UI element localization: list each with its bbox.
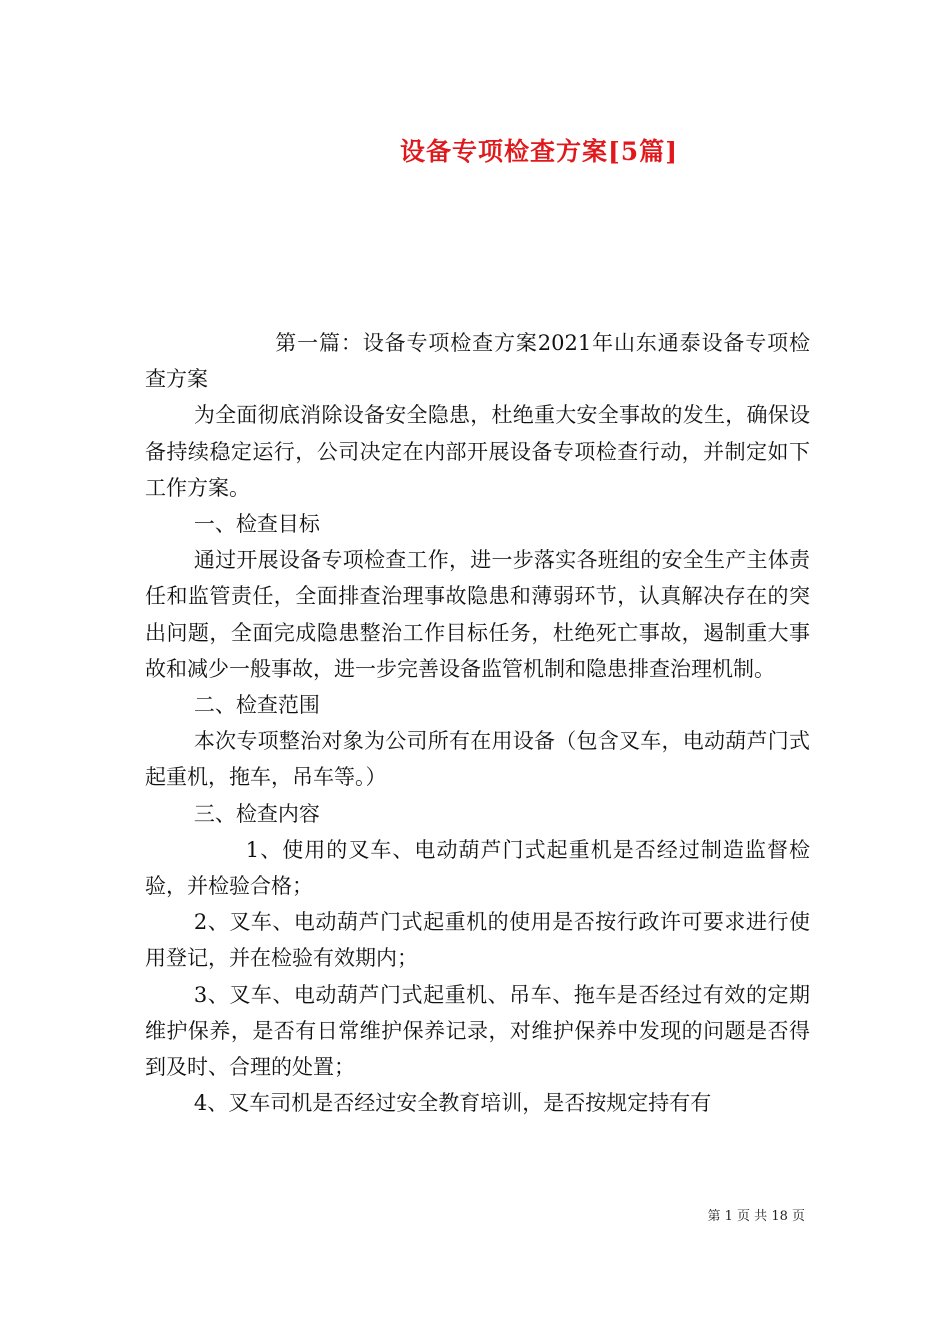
list-item-1: 1、使用的叉车、电动葫芦门式起重机是否经过制造监督检验，并检验合格； — [145, 837, 810, 899]
section-heading-objective: 一、检查目标 — [193, 512, 320, 537]
document-title: 设备专项检查方案[5篇] — [399, 137, 679, 166]
paragraph-objective: 通过开展设备专项检查工作，进一步落实各班组的安全生产主体责任和监管责任，全面排查治理事故隐患和薄弱环节，认真解决存在的突出问题，全面完成隐患整治工作目标任务，杜绝死亡事故，遏制重大事故和减少一般事故，进一步完善设备监管机制和隐患排查治理机制。 — [145, 548, 810, 681]
paragraph-intro: 为全面彻底消除设备安全隐患，杜绝重大安全事故的发生，确保设备持续稳定运行，公司决定在内部开展设备专项检查行动，并制定如下工作方案。 — [145, 403, 810, 500]
list-item-2: 2、叉车、电动葫芦门式起重机的使用是否按行政许可要求进行使用登记，并在检验有效期内； — [145, 910, 810, 971]
paragraph-heading: 第一篇：设备专项检查方案2021年山东通泰设备专项检查方案 — [145, 331, 810, 392]
list-item-4: 4、叉车司机是否经过安全教育培训，是否按规定持有有 — [193, 1091, 712, 1116]
section-heading-scope: 二、检查范围 — [193, 693, 320, 718]
page-number-footer: 第 1 页 共 18 页 — [707, 1209, 805, 1224]
paragraph-scope: 本次专项整治对象为公司所有在用设备（包含叉车，电动葫芦门式起重机，拖车，吊车等。） — [145, 729, 810, 790]
document-body — [145, 325, 810, 1121]
section-heading-content: 三、检查内容 — [193, 801, 320, 826]
list-item-3: 3、叉车、电动葫芦门式起重机、吊车、拖车是否经过有效的定期维护保养，是否有日常维护保养记录，对维护保养中发现的问题是否得到及时、合理的处置； — [145, 982, 810, 1080]
